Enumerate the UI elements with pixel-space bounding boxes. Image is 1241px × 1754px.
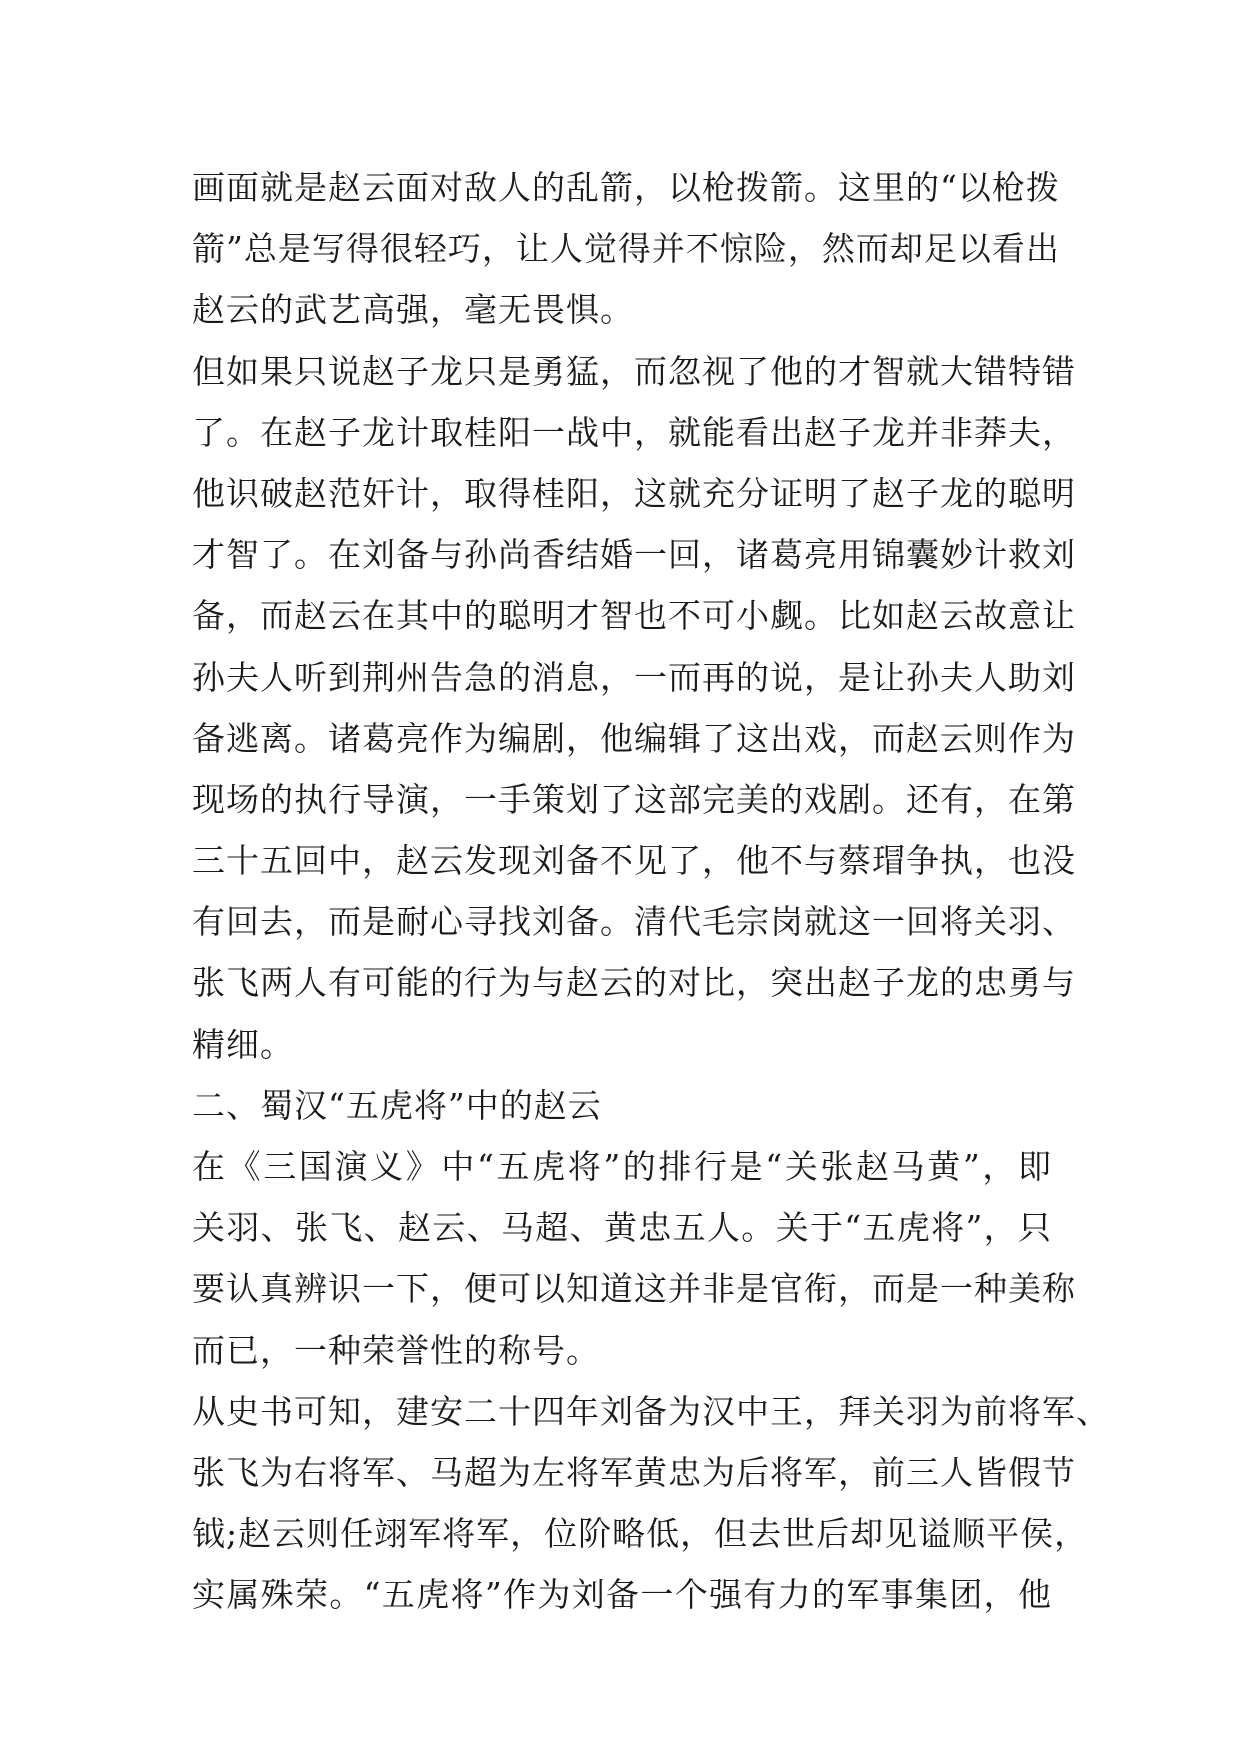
text-line: 张飞两人有可能的行为与赵云的对比，突出赵子龙的忠勇与 xyxy=(192,963,1076,1003)
text-line: 才智了。在刘备与孙尚香结婚一回，诸葛亮用锦囊妙计救刘 xyxy=(192,535,1076,575)
text-line: 张飞为右将军、马超为左将军黄忠为后将军，前三人皆假节 xyxy=(192,1452,1076,1492)
text-line: 有回去，而是耐心寻找刘备。清代毛宗岗就这一回将关羽、 xyxy=(192,902,1076,942)
text-line: 他识破赵范奸计，取得桂阳，这就充分证明了赵子龙的聪明 xyxy=(192,473,1076,513)
text-line: 现场的执行导演，一手策划了这部完美的戏剧。还有，在第 xyxy=(192,779,1076,819)
section-heading: 二、蜀汉“五虎将”中的赵云 xyxy=(192,1085,602,1125)
body-text xyxy=(192,157,1110,1626)
text-line: 画面就是赵云面对敌人的乱箭，以枪拨箭。这里的“以枪拨 xyxy=(192,168,1060,207)
text-line: 关羽、张飞、赵云、马超、黄忠五人。关于“五虎将”，只 xyxy=(192,1208,1052,1248)
text-line: 从史书可知，建安二十四年刘备为汉中王，拜关羽为前将军、 xyxy=(192,1391,1110,1431)
text-line: 而已，一种荣誉性的称号。 xyxy=(192,1330,600,1370)
text-line: 精细。 xyxy=(192,1024,294,1064)
text-line: 箭”总是写得很轻巧，让人觉得并不惊险，然而却足以看出 xyxy=(192,229,1060,269)
text-line: 实属殊荣。“五虎将”作为刘备一个强有力的军事集团，他 xyxy=(192,1575,1052,1615)
text-line: 在《三国演义》中“五虎将”的排行是“关张赵马黄”，即 xyxy=(192,1147,1052,1186)
text-line: 赵云的武艺高强，毫无畏惧。 xyxy=(192,290,634,330)
text-line: 孙夫人听到荆州告急的消息，一而再的说，是让孙夫人助刘 xyxy=(192,657,1076,697)
text-line: 钺;赵云则任翊军将军，位阶略低，但去世后却见谥顺平侯， xyxy=(192,1514,1089,1554)
text-line: 要认真辨识一下，便可以知道这并非是官衔，而是一种美称 xyxy=(192,1269,1076,1309)
text-line: 了。在赵子龙计取桂阳一战中，就能看出赵子龙并非莽夫， xyxy=(192,412,1076,452)
text-line: 但如果只说赵子龙只是勇猛，而忽视了他的才智就大错特错 xyxy=(192,351,1076,391)
text-line: 备，而赵云在其中的聪明才智也不可小觑。比如赵云故意让 xyxy=(192,596,1076,636)
text-line: 备逃离。诸葛亮作为编剧，他编辑了这出戏，而赵云则作为 xyxy=(192,718,1076,758)
text-line: 三十五回中，赵云发现刘备不见了，他不与蔡瑁争执，也没 xyxy=(192,841,1076,881)
